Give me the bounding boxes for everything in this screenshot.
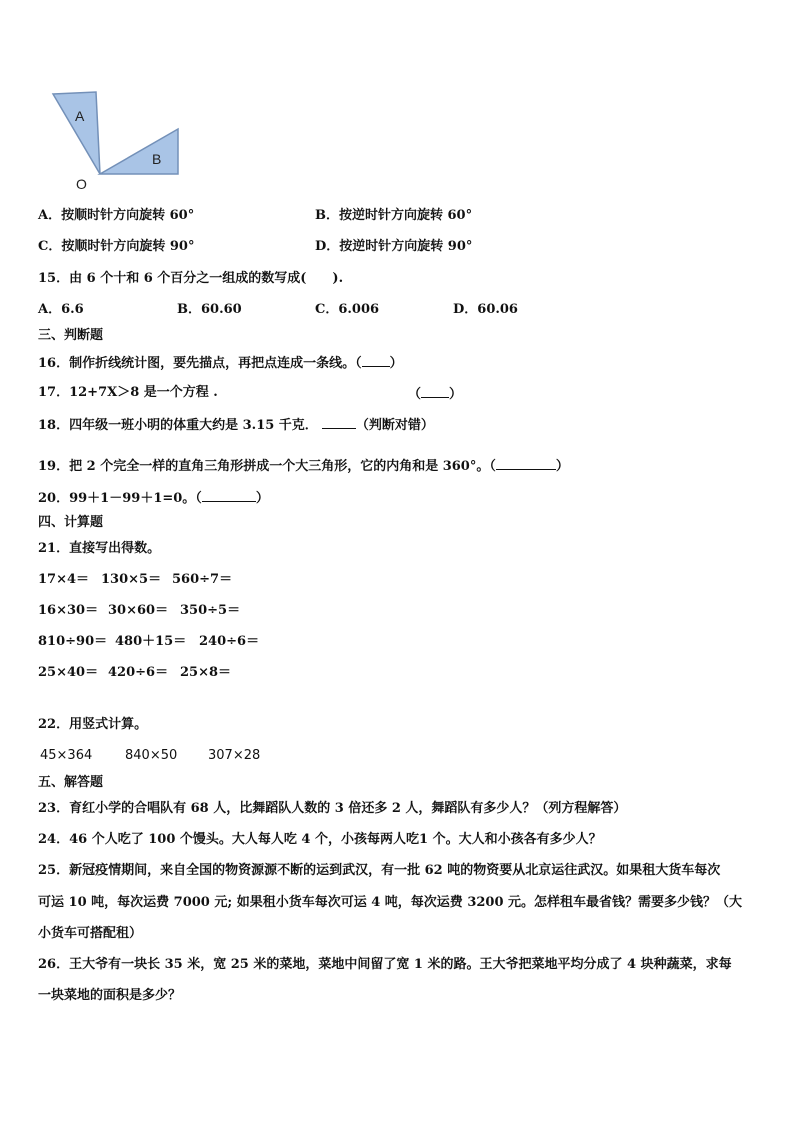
q20-close: ） [255, 491, 269, 506]
calc-item: 30×60＝ [108, 603, 169, 618]
q15-stem: 15．由 6 个十和 6 个百分之一组成的数写成( ). [38, 271, 344, 286]
q15-option-c: C．6.006 [315, 302, 380, 317]
q14-option-c: C．按顺时针方向旋转 90° [38, 239, 195, 254]
q24: 24．46 个人吃了 100 个馒头。大人每人吃 4 个，小孩每两人吃1 个。大人和小孩各有多少人？ [38, 832, 602, 847]
q19-text: 19．把 2 个完全一样的直角三角形拼成一个大三角形，它的内角和是 360°。（ [38, 459, 496, 474]
figure-label-a: A [75, 108, 85, 124]
q16 [38, 354, 403, 372]
calc-item: 810÷90＝ [38, 634, 108, 649]
vertical-item: 307×28 [208, 748, 261, 763]
calc-item: 350÷5＝ [180, 603, 241, 618]
q23: 23．育红小学的合唱队有 68 人，比舞蹈队人数的 3 倍还多 2 人，舞蹈队有多少人？（列方程解答） [38, 801, 627, 816]
q15-option-b: B．60.60 [177, 302, 242, 317]
q17-answer [408, 385, 462, 403]
triangle-b [100, 129, 178, 174]
calc-item: 16×30＝ [38, 603, 99, 618]
section-4-title: 四、计算题 [38, 515, 104, 530]
q20 [38, 489, 269, 507]
calc-item: 560÷7＝ [172, 572, 233, 587]
q18 [38, 416, 434, 434]
q16-blank [362, 354, 390, 367]
q17-close: ） [449, 387, 463, 402]
q25-line-3: 小货车可搭配租） [38, 926, 143, 941]
calc-item: 130×5＝ [101, 572, 162, 587]
q14-option-a: A．按顺时针方向旋转 60° [38, 208, 195, 223]
q19-blank [496, 457, 556, 470]
q18-text: 18．四年级一班小明的体重大约是 3.15 千克． [38, 418, 318, 433]
q21: 21．直接写出得数。 [38, 541, 161, 556]
q26-line-2: 一块菜地的面积是多少？ [38, 988, 182, 1003]
q18-tail: （判断对错） [355, 418, 434, 433]
figure-label-b: B [152, 151, 162, 167]
q14-option-b: B．按逆时针方向旋转 60° [315, 208, 473, 223]
calc-item: 240÷6＝ [199, 634, 260, 649]
q19-close: ） [555, 459, 569, 474]
calc-item: 480＋15＝ [115, 634, 187, 649]
calc-item: 25×40＝ [38, 665, 99, 680]
q15-option-d: D．60.06 [453, 302, 518, 317]
q25-line-1: 25．新冠疫情期间，来自全国的物资源源不断的运到武汉，有一批 62 吨的物资要从北京运往武汉。如果租大货车每次 [38, 863, 721, 878]
q20-blank [202, 489, 256, 502]
q22: 22．用竖式计算。 [38, 717, 148, 732]
q16-text: 16．制作折线统计图，要先描点，再把点连成一条线。（ [38, 356, 362, 371]
vertical-item: 45×364 [40, 748, 93, 763]
section-5-title: 五、解答题 [38, 775, 104, 790]
q25-line-2: 可运 10 吨，每次运费 7000 元; 如果租小货车每次可运 4 吨，每次运费 3200 元。怎样租车最省钱？需要多少钱？（大 [38, 895, 743, 910]
q17-blank [421, 385, 449, 398]
q17 [38, 385, 218, 401]
q20-text: 20．99＋1－99＋1=0。（ [38, 491, 202, 506]
calc-item: 420÷6＝ [108, 665, 169, 680]
triangle-a [53, 92, 100, 174]
q19 [38, 457, 569, 475]
q17-open: （ [408, 387, 422, 402]
q14-option-d: D．按逆时针方向旋转 90° [315, 239, 473, 254]
figure-label-o: O [76, 176, 87, 192]
vertical-item: 840×50 [125, 748, 178, 763]
q16-close: ） [389, 356, 403, 371]
calc-item: 17×4＝ [38, 572, 90, 587]
calc-item: 25×8＝ [180, 665, 232, 680]
q18-blank [322, 416, 356, 429]
q17-text: 17．12+7X＞8 是一个方程 . [38, 385, 218, 400]
q15-option-a: A．6.6 [38, 302, 84, 317]
section-3-title: 三、判断题 [38, 328, 104, 343]
rotation-figure [40, 82, 240, 192]
q26-line-1: 26．王大爷有一块长 35 米，宽 25 米的菜地，菜地中间留了宽 1 米的路。王大爷把菜地平均分成了 4 块种蔬菜，求每 [38, 957, 732, 972]
